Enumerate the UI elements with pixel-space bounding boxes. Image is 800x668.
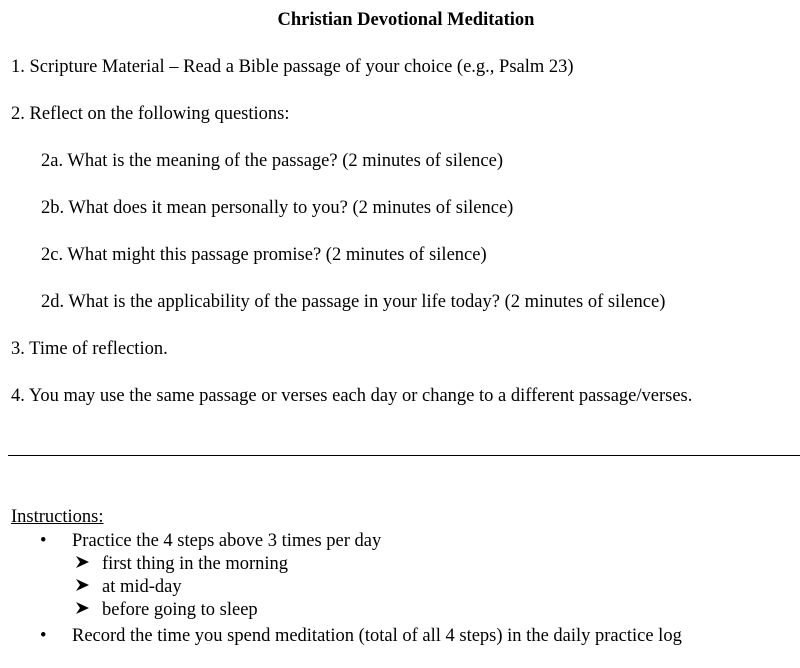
arrow-bullet-icon	[75, 576, 91, 598]
page-title: Christian Devotional Meditation	[277, 10, 535, 30]
step-2b: 2b. What does it mean personally to you? (2 minutes of silence)	[41, 198, 514, 218]
step-2c: 2c. What might this passage promise? (2 minutes of silence)	[41, 245, 487, 265]
sub-item-sleep: before going to sleep	[102, 600, 258, 620]
section-divider	[8, 455, 800, 456]
arrow-bullet-icon	[75, 553, 91, 575]
sub-item-morning: first thing in the morning	[102, 554, 289, 574]
step-4: 4. You may use the same passage or verses each day or change to a different passage/verses.	[11, 386, 693, 406]
step-1: 1. Scripture Material – Read a Bible passage of your choice (e.g., Psalm 23)	[11, 57, 574, 77]
step-3: 3. Time of reflection.	[11, 339, 168, 359]
instruction-record: Record the time you spend meditation (total of all 4 steps) in the daily practice log	[72, 626, 682, 646]
step-2a: 2a. What is the meaning of the passage? (2 minutes of silence)	[41, 151, 504, 171]
instruction-practice: Practice the 4 steps above 3 times per day	[72, 531, 382, 551]
bullet-dot-icon: •	[40, 531, 47, 551]
bullet-dot-icon: •	[40, 626, 47, 646]
step-2: 2. Reflect on the following questions:	[11, 104, 290, 124]
arrow-bullet-icon	[75, 599, 91, 621]
step-2d: 2d. What is the applicability of the passage in your life today? (2 minutes of silence)	[41, 292, 666, 312]
sub-item-midday: at mid-day	[102, 577, 182, 597]
instructions-heading: Instructions:	[11, 507, 104, 527]
